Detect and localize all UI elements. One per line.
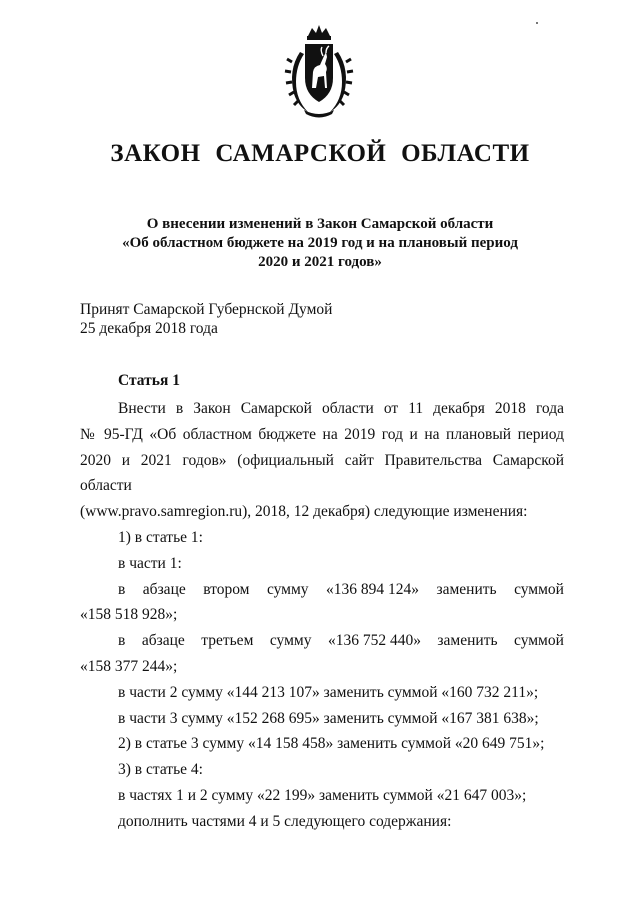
paragraph-2-line <box>80 577 564 603</box>
word: сумму <box>266 580 309 598</box>
paragraph-2-cont: «158 518 928»; <box>80 606 178 624</box>
supplement: дополнить частями 4 и 5 следующего содержания: <box>118 812 452 830</box>
adopted-date: 25 декабря 2018 года <box>80 320 218 337</box>
article-body <box>80 396 564 835</box>
subtitle-line-3: 2020 и 2021 годов» <box>258 254 382 270</box>
intro-line-4: (www.pravo.samregion.ru), 2018, 12 декабря) следующие изменения: <box>80 503 528 521</box>
word: абзаце <box>142 580 186 598</box>
part-3: в части 3 сумму «152 268 695» заменить суммой «167 381 638»; <box>118 709 539 727</box>
paragraph-3-line <box>80 628 564 654</box>
coat-of-arms-icon <box>282 22 356 122</box>
item-2: 2) в статье 3 сумму «14 158 458» заменить суммой «20 649 751»; <box>118 735 545 753</box>
scan-speck <box>536 22 538 24</box>
word: заменить <box>436 580 497 598</box>
subtitle-line-2: «Об областном бюджете на 2019 год и на плановый период <box>122 235 518 251</box>
word: заменить <box>437 632 498 650</box>
article-heading: Статья 1 <box>118 372 180 389</box>
adopted-by: Принят Самарской Губернской Думой <box>80 301 333 318</box>
word: в <box>118 632 126 650</box>
intro-line-3: 2020 и 2021 годов» (официальный сайт Правительства Самарской области <box>80 451 564 495</box>
word: абзаце <box>141 632 185 650</box>
adoption-note <box>80 300 332 338</box>
subtitle-line-1: О внесении изменений в Закон Самарской области <box>146 216 494 232</box>
law-subtitle <box>0 215 640 272</box>
word: втором <box>203 580 250 598</box>
intro-line-1: Внести в Закон Самарской области от 11 декабря 2018 года <box>118 400 564 417</box>
word: в <box>118 580 126 598</box>
word: «136 752 440» <box>327 632 421 650</box>
intro-line-2: № 95-ГД «Об областном бюджете на 2019 год и на плановый период <box>80 425 564 443</box>
part-2: в части 2 сумму «144 213 107» заменить суммой «160 732 211»; <box>118 683 539 701</box>
parts-1-2: в частях 1 и 2 сумму «22 199» заменить суммой «21 647 003»; <box>118 786 527 804</box>
word: сумму <box>269 632 312 650</box>
item-3: 3) в статье 4: <box>118 761 203 779</box>
paragraph-3-cont: «158 377 244»; <box>80 657 178 675</box>
word: «136 894 124» <box>326 580 420 598</box>
word: суммой <box>514 580 564 598</box>
law-title: ЗАКОН САМАРСКОЙ ОБЛАСТИ <box>110 140 530 167</box>
word: третьем <box>201 632 254 650</box>
part-1: в части 1: <box>118 554 182 572</box>
item-1: 1) в статье 1: <box>118 528 203 546</box>
word: суммой <box>514 632 564 650</box>
